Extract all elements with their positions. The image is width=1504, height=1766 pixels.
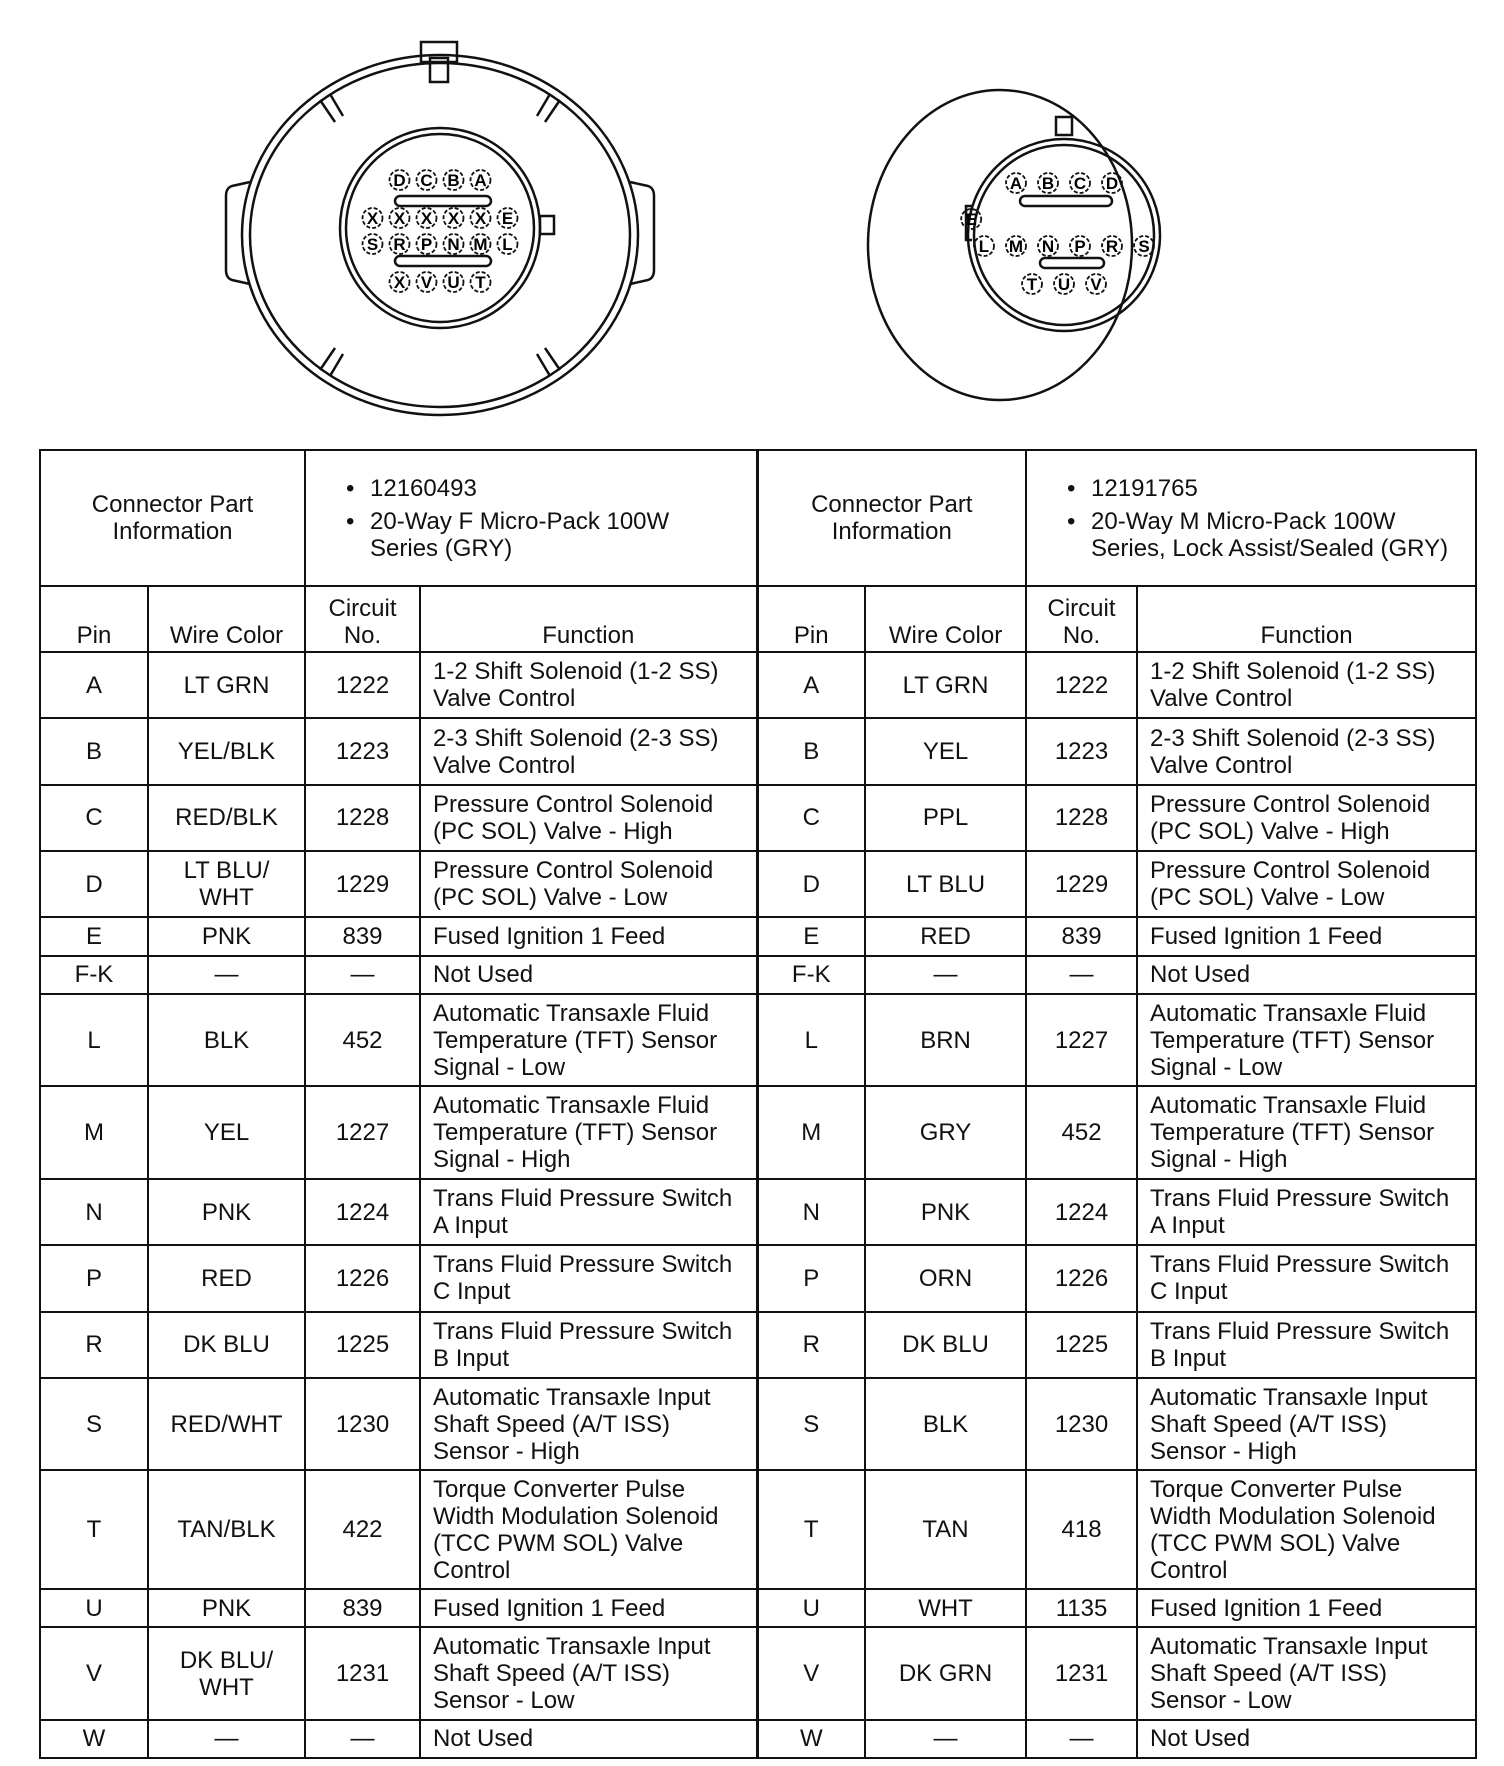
- right-connector-pin-s: [1134, 236, 1154, 256]
- pin-label: V: [420, 273, 433, 292]
- left-wire-color: RED/BLK: [148, 785, 305, 851]
- left-wire-color: LT BLU/ WHT: [148, 851, 305, 917]
- right-function: Fused Ignition 1 Feed: [1137, 1589, 1476, 1627]
- pin-label: U: [1057, 275, 1071, 294]
- right-connector-pin-b: [1038, 173, 1058, 193]
- right-pin: V: [757, 1627, 865, 1720]
- pinout-table: [39, 449, 1477, 1759]
- right-circuit-number: 1135: [1026, 1589, 1137, 1627]
- left-function: Automatic Transaxle Fluid Temperature (TFT) Sensor Signal - High: [420, 1086, 757, 1179]
- right-function: Fused Ignition 1 Feed: [1137, 917, 1476, 955]
- left-pin: V: [40, 1627, 148, 1720]
- left-pin: W: [40, 1720, 148, 1758]
- left-pin: R: [40, 1312, 148, 1378]
- left-connector-pin-s: [363, 234, 383, 254]
- right-part-number: • 12191765: [1067, 475, 1463, 502]
- right-circuit-number: 1225: [1026, 1312, 1137, 1378]
- table-row: [40, 785, 1476, 851]
- right-pin: U: [757, 1589, 865, 1627]
- left-header-circuit: Circuit No.: [305, 586, 420, 652]
- right-function: Automatic Transaxle Input Shaft Speed (A/T ISS) Sensor - High: [1137, 1378, 1476, 1471]
- table-row: [40, 994, 1476, 1087]
- left-function: Not Used: [420, 956, 757, 994]
- pin-label: V: [1090, 275, 1102, 294]
- right-function: Torque Converter Pulse Width Modulation Solenoid (TCC PWM SOL) Valve Control: [1137, 1470, 1476, 1589]
- left-wire-color: YEL/BLK: [148, 718, 305, 784]
- right-circuit-number: 1231: [1026, 1627, 1137, 1720]
- left-pin: F-K: [40, 956, 148, 994]
- right-function: Pressure Control Solenoid (PC SOL) Valve - High: [1137, 785, 1476, 851]
- left-pin: N: [40, 1179, 148, 1245]
- table-row: [40, 1627, 1476, 1720]
- right-function: Automatic Transaxle Fluid Temperature (TFT) Sensor Signal - High: [1137, 1086, 1476, 1179]
- table-row: [40, 1470, 1476, 1589]
- left-wire-color: —: [148, 956, 305, 994]
- right-circuit-number: 1230: [1026, 1378, 1137, 1471]
- right-circuit-number: —: [1026, 956, 1137, 994]
- left-function: Automatic Transaxle Input Shaft Speed (A/T ISS) Sensor - Low: [420, 1627, 757, 1720]
- table-row: [40, 718, 1476, 784]
- left-pin: U: [40, 1589, 148, 1627]
- left-function: Fused Ignition 1 Feed: [420, 917, 757, 955]
- left-connector-pin-e: [498, 208, 518, 228]
- right-connector-pin-c: [1070, 173, 1090, 193]
- left-header-pin: Pin: [40, 586, 148, 652]
- right-wire-color: LT GRN: [865, 652, 1026, 718]
- right-wire-color: ORN: [865, 1245, 1026, 1311]
- right-header-circuit: Circuit No.: [1026, 586, 1137, 652]
- right-function: 2-3 Shift Solenoid (2-3 SS) Valve Control: [1137, 718, 1476, 784]
- right-pin: D: [757, 851, 865, 917]
- left-connector-info: [305, 450, 757, 586]
- left-connector-pin-x: [471, 208, 491, 228]
- table-row: [40, 917, 1476, 955]
- left-function: Automatic Transaxle Input Shaft Speed (A/T ISS) Sensor - High: [420, 1378, 757, 1471]
- pin-label: R: [393, 235, 406, 254]
- pin-label: D: [393, 171, 406, 190]
- right-connector-info-label: Connector Part Information: [757, 450, 1026, 586]
- right-pin: M: [757, 1086, 865, 1179]
- left-circuit-number: —: [305, 1720, 420, 1758]
- right-circuit-number: 452: [1026, 1086, 1137, 1179]
- pin-label: X: [393, 209, 406, 228]
- left-wire-color: BLK: [148, 994, 305, 1087]
- left-circuit-number: 839: [305, 1589, 420, 1627]
- pin-label: T: [1026, 275, 1038, 294]
- pin-label: M: [1008, 237, 1024, 256]
- pin-label: D: [1105, 174, 1119, 193]
- right-connector-info: [1026, 450, 1476, 586]
- right-function: Trans Fluid Pressure Switch B Input: [1137, 1312, 1476, 1378]
- right-wire-color: DK GRN: [865, 1627, 1026, 1720]
- left-connector-pin-p: [417, 234, 437, 254]
- left-connector-pins: [363, 170, 518, 292]
- right-connector-pin-t: [1022, 274, 1042, 294]
- left-connector-pin-d: [390, 170, 410, 190]
- left-function: Automatic Transaxle Fluid Temperature (TFT) Sensor Signal - Low: [420, 994, 757, 1087]
- pin-label: N: [1041, 237, 1055, 256]
- left-connector-pin-t: [471, 272, 491, 292]
- left-circuit-number: 1229: [305, 851, 420, 917]
- table-row: [40, 956, 1476, 994]
- right-circuit-number: 1227: [1026, 994, 1137, 1087]
- right-wire-color: RED: [865, 917, 1026, 955]
- right-part-description: • 20-Way M Micro-Pack 100W Series, Lock Assist/Sealed (GRY): [1067, 508, 1463, 562]
- left-connector-pin-x: [390, 272, 410, 292]
- left-circuit-number: 1224: [305, 1179, 420, 1245]
- left-pin: C: [40, 785, 148, 851]
- right-pin: P: [757, 1245, 865, 1311]
- left-pin: E: [40, 917, 148, 955]
- left-circuit-number: 1227: [305, 1086, 420, 1179]
- left-connector-pin-m: [471, 234, 491, 254]
- left-wire-color: PNK: [148, 1179, 305, 1245]
- pin-label: C: [420, 171, 433, 190]
- right-wire-color: GRY: [865, 1086, 1026, 1179]
- left-circuit-number: 1226: [305, 1245, 420, 1311]
- left-function: Trans Fluid Pressure Switch A Input: [420, 1179, 757, 1245]
- left-connector-pin-u: [444, 272, 464, 292]
- right-connector-pin-e: [961, 209, 981, 229]
- left-wire-color: DK BLU/ WHT: [148, 1627, 305, 1720]
- pin-label: E: [501, 209, 514, 228]
- left-pin: S: [40, 1378, 148, 1471]
- pin-label: P: [1074, 237, 1086, 256]
- right-wire-color: BRN: [865, 994, 1026, 1087]
- right-circuit-number: 839: [1026, 917, 1137, 955]
- left-connector-pin-x: [444, 208, 464, 228]
- table-row: [40, 652, 1476, 718]
- table-row: [40, 1179, 1476, 1245]
- right-pin: L: [757, 994, 865, 1087]
- left-pin: B: [40, 718, 148, 784]
- right-circuit-number: 418: [1026, 1470, 1137, 1589]
- right-connector-pin-p: [1070, 236, 1090, 256]
- left-connector-pin-c: [417, 170, 437, 190]
- right-function: Automatic Transaxle Input Shaft Speed (A/T ISS) Sensor - Low: [1137, 1627, 1476, 1720]
- pin-label: E: [965, 210, 977, 229]
- pin-label: S: [366, 235, 379, 254]
- left-wire-color: DK BLU: [148, 1312, 305, 1378]
- right-wire-color: PPL: [865, 785, 1026, 851]
- pin-label: N: [447, 235, 460, 254]
- left-wire-color: PNK: [148, 1589, 305, 1627]
- left-wire-color: TAN/BLK: [148, 1470, 305, 1589]
- right-wire-color: LT BLU: [865, 851, 1026, 917]
- table-row: [40, 1720, 1476, 1758]
- right-pin: R: [757, 1312, 865, 1378]
- left-connector-pin-a: [471, 170, 491, 190]
- right-pin: S: [757, 1378, 865, 1471]
- right-header-pin: Pin: [757, 586, 865, 652]
- pin-label: U: [447, 273, 460, 292]
- right-wire-color: DK BLU: [865, 1312, 1026, 1378]
- left-wire-color: PNK: [148, 917, 305, 955]
- right-connector-pin-u: [1054, 274, 1074, 294]
- right-function: Trans Fluid Pressure Switch A Input: [1137, 1179, 1476, 1245]
- left-pin: L: [40, 994, 148, 1087]
- right-circuit-number: 1229: [1026, 851, 1137, 917]
- left-connector-pin-x: [390, 208, 410, 228]
- left-circuit-number: —: [305, 956, 420, 994]
- table-row: [40, 1312, 1476, 1378]
- left-part-description: • 20-Way F Micro-Pack 100W Series (GRY): [346, 508, 744, 562]
- left-connector-pin-x: [363, 208, 383, 228]
- right-function: Pressure Control Solenoid (PC SOL) Valve - Low: [1137, 851, 1476, 917]
- right-connector-pin-n: [1038, 236, 1058, 256]
- pin-label: A: [1009, 174, 1023, 193]
- pin-label: X: [474, 209, 487, 228]
- right-function: Not Used: [1137, 956, 1476, 994]
- pin-label: X: [366, 209, 379, 228]
- left-wire-color: RED: [148, 1245, 305, 1311]
- right-wire-color: —: [865, 1720, 1026, 1758]
- right-wire-color: TAN: [865, 1470, 1026, 1589]
- left-pin: T: [40, 1470, 148, 1589]
- left-wire-color: —: [148, 1720, 305, 1758]
- pin-label: X: [447, 209, 460, 228]
- table-row: [40, 851, 1476, 917]
- left-connector-pin-b: [444, 170, 464, 190]
- left-function: 1-2 Shift Solenoid (1-2 SS) Valve Control: [420, 652, 757, 718]
- right-circuit-number: 1224: [1026, 1179, 1137, 1245]
- pin-label: L: [502, 235, 513, 254]
- right-function: Automatic Transaxle Fluid Temperature (TFT) Sensor Signal - Low: [1137, 994, 1476, 1087]
- right-function: 1-2 Shift Solenoid (1-2 SS) Valve Control: [1137, 652, 1476, 718]
- left-circuit-number: 1225: [305, 1312, 420, 1378]
- right-pin: W: [757, 1720, 865, 1758]
- right-pin: N: [757, 1179, 865, 1245]
- left-connector-drawing: [226, 42, 654, 415]
- right-circuit-number: 1228: [1026, 785, 1137, 851]
- right-wire-color: BLK: [865, 1378, 1026, 1471]
- right-circuit-number: 1222: [1026, 652, 1137, 718]
- right-function: Not Used: [1137, 1720, 1476, 1758]
- left-connector-pin-x: [417, 208, 437, 228]
- pin-label: R: [1105, 237, 1119, 256]
- right-circuit-number: 1226: [1026, 1245, 1137, 1311]
- right-header-function: Function: [1137, 586, 1476, 652]
- left-connector-info-label: Connector Part Information: [40, 450, 305, 586]
- left-header-wire-color: Wire Color: [148, 586, 305, 652]
- left-circuit-number: 839: [305, 917, 420, 955]
- left-function: Trans Fluid Pressure Switch C Input: [420, 1245, 757, 1311]
- left-circuit-number: 1223: [305, 718, 420, 784]
- left-connector-pin-v: [417, 272, 437, 292]
- right-wire-color: —: [865, 956, 1026, 994]
- left-header-function: Function: [420, 586, 757, 652]
- left-connector-pin-n: [444, 234, 464, 254]
- pin-label: A: [474, 171, 487, 190]
- table-row: [40, 1589, 1476, 1627]
- right-connector-pin-v: [1086, 274, 1106, 294]
- pin-label: B: [447, 171, 460, 190]
- right-pin: A: [757, 652, 865, 718]
- right-function: Trans Fluid Pressure Switch C Input: [1137, 1245, 1476, 1311]
- right-pin: F-K: [757, 956, 865, 994]
- right-circuit-number: —: [1026, 1720, 1137, 1758]
- left-function: Fused Ignition 1 Feed: [420, 1589, 757, 1627]
- pin-label: B: [1041, 174, 1055, 193]
- left-wire-color: YEL: [148, 1086, 305, 1179]
- right-pin: B: [757, 718, 865, 784]
- left-circuit-number: 422: [305, 1470, 420, 1589]
- pin-label: P: [420, 235, 433, 254]
- left-function: Torque Converter Pulse Width Modulation Solenoid (TCC PWM SOL) Valve Control: [420, 1470, 757, 1589]
- right-connector-pin-r: [1102, 236, 1122, 256]
- right-pin: C: [757, 785, 865, 851]
- left-wire-color: RED/WHT: [148, 1378, 305, 1471]
- pin-label: M: [473, 235, 488, 254]
- left-function: Pressure Control Solenoid (PC SOL) Valve - Low: [420, 851, 757, 917]
- right-wire-color: PNK: [865, 1179, 1026, 1245]
- pin-label: X: [420, 209, 433, 228]
- pin-label: L: [978, 237, 990, 256]
- pin-label: S: [1138, 237, 1150, 256]
- left-pin: P: [40, 1245, 148, 1311]
- right-connector-pin-m: [1006, 236, 1026, 256]
- left-connector-pin-l: [498, 234, 518, 254]
- left-circuit-number: 1231: [305, 1627, 420, 1720]
- left-pin: D: [40, 851, 148, 917]
- right-wire-color: WHT: [865, 1589, 1026, 1627]
- right-pin: E: [757, 917, 865, 955]
- left-circuit-number: 1230: [305, 1378, 420, 1471]
- right-header-wire-color: Wire Color: [865, 586, 1026, 652]
- left-function: Pressure Control Solenoid (PC SOL) Valve - High: [420, 785, 757, 851]
- left-function: Trans Fluid Pressure Switch B Input: [420, 1312, 757, 1378]
- table-row: [40, 1245, 1476, 1311]
- left-circuit-number: 1222: [305, 652, 420, 718]
- left-function: Not Used: [420, 1720, 757, 1758]
- right-pin: T: [757, 1470, 865, 1589]
- right-connector-pin-d: [1102, 173, 1122, 193]
- left-circuit-number: 452: [305, 994, 420, 1087]
- right-circuit-number: 1223: [1026, 718, 1137, 784]
- left-circuit-number: 1228: [305, 785, 420, 851]
- left-connector-pin-r: [390, 234, 410, 254]
- left-pin: M: [40, 1086, 148, 1179]
- pin-label: X: [393, 273, 406, 292]
- pin-label: C: [1073, 174, 1087, 193]
- table-row: [40, 1086, 1476, 1179]
- left-part-number: • 12160493: [346, 475, 744, 502]
- connector-diagrams: [0, 0, 1504, 440]
- table-row: [40, 1378, 1476, 1471]
- pin-label: T: [475, 273, 486, 292]
- left-wire-color: LT GRN: [148, 652, 305, 718]
- left-function: 2-3 Shift Solenoid (2-3 SS) Valve Control: [420, 718, 757, 784]
- right-wire-color: YEL: [865, 718, 1026, 784]
- left-pin: A: [40, 652, 148, 718]
- right-connector-pin-a: [1006, 173, 1026, 193]
